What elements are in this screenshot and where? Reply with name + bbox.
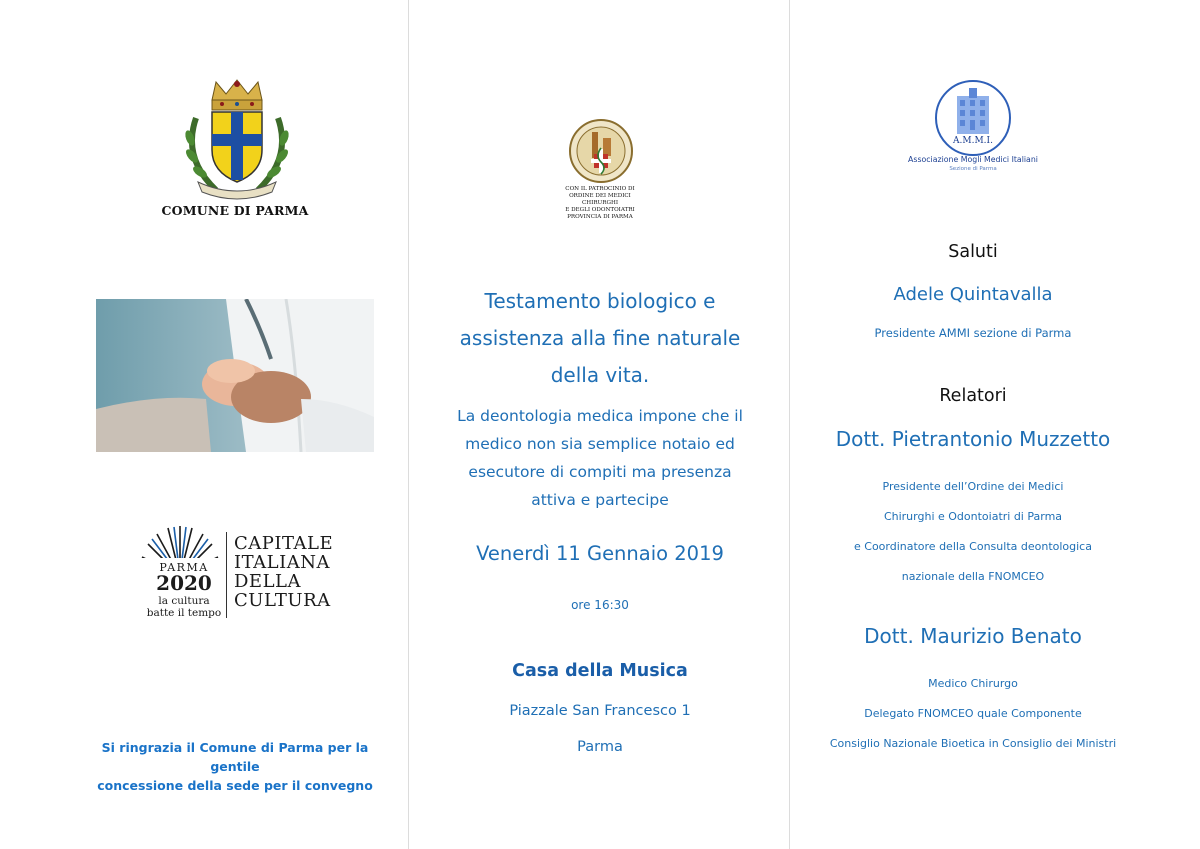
ammi-sub-caption: Sezione di Parma [949,166,997,172]
capitale-line-4: CULTURA [234,590,331,611]
fold-line-right [789,0,790,849]
capitale-line-3: DELLA [234,571,301,592]
ordine-caption-5: PROVINCIA DI PARMA [567,214,633,220]
parma-2020-tag2: batte il tempo [146,607,222,619]
comune-di-parma-crest [176,78,298,200]
adele-role: Presidente AMMI sezione di Parma [874,326,1072,340]
ordine-caption-1: CON IL PATROCINIO DI [565,186,635,192]
parma-2020-tag1: la cultura [158,595,210,607]
thanks-line-1: Si ringrazia il Comune di Parma per la gentile [101,740,369,774]
fold-line-left [408,0,409,849]
benato-role-3: Consiglio Nazionale Bioetica in Consiglio dei Ministri [829,737,1117,750]
event-date: Venerdì 11 Gennaio 2019 [476,542,724,565]
event-time: ore 16:30 [571,598,629,612]
ordine-caption-2: ORDINE DEI MEDICI [569,193,631,199]
parma-2020-parma: PARMA [159,561,209,574]
event-city: Parma [577,739,623,755]
capitale-line-1: CAPITALE [234,533,334,554]
hands-photo [96,299,374,452]
event-description-line-4: attiva e partecipe [531,491,669,509]
muzzetto-role-2: Chirurghi e Odontoiatri di Parma [883,510,1063,523]
saluti-heading: Saluti [948,242,998,262]
relatori-heading: Relatori [939,386,1007,406]
parma-2020-divider [226,532,227,618]
adele-name: Adele Quintavalla [893,284,1053,305]
thanks-note [80,738,390,795]
benato-roles [800,669,1146,759]
comune-di-parma-label: COMUNE DI PARMA [161,203,309,218]
benato-name: Dott. Maurizio Benato [864,624,1082,648]
ammi-caption: Associazione Mogli Medici Italiani [908,155,1038,164]
event-address: Piazzale San Francesco 1 [509,703,691,719]
event-title-line-2: assistenza alla fine naturale [459,326,741,350]
thanks-line-2: concessione della sede per il convegno [97,778,373,793]
event-description [440,402,760,514]
benato-role-1: Medico Chirurgo [928,677,1018,690]
capitale-line-2: ITALIANA [234,552,330,573]
event-title [430,283,770,394]
benato-role-2: Delegato FNOMCEO quale Componente [864,707,1082,720]
event-description-line-2: medico non sia semplice notaio ed [465,435,735,453]
muzzetto-roles [820,472,1126,592]
ordine-medici-seal-icon [568,118,634,184]
event-title-line-3: della vita. [550,363,650,387]
parma-2020-year: 2020 [156,571,212,595]
event-description-line-1: La deontologia medica impone che il [457,407,743,425]
event-title-line-1: Testamento biologico e [484,289,716,313]
ordine-caption-3: CHIRURGHI [581,200,619,206]
muzzetto-role-4: nazionale della FNOMCEO [901,570,1045,583]
muzzetto-role-3: e Coordinatore della Consulta deontologica [854,540,1092,553]
ordine-caption [540,186,660,221]
event-description-line-3: esecutore di compiti ma presenza [468,463,732,481]
ammi-logo-text: A.M.M.I. [953,136,993,146]
ammi-logo-icon [933,78,1013,158]
muzzetto-role-1: Presidente dell’Ordine dei Medici [882,480,1064,493]
muzzetto-name: Dott. Pietrantonio Muzzetto [835,427,1111,451]
event-venue: Casa della Musica [512,661,688,681]
ordine-caption-4: E DEGLI ODONTOIATRI [565,207,635,213]
